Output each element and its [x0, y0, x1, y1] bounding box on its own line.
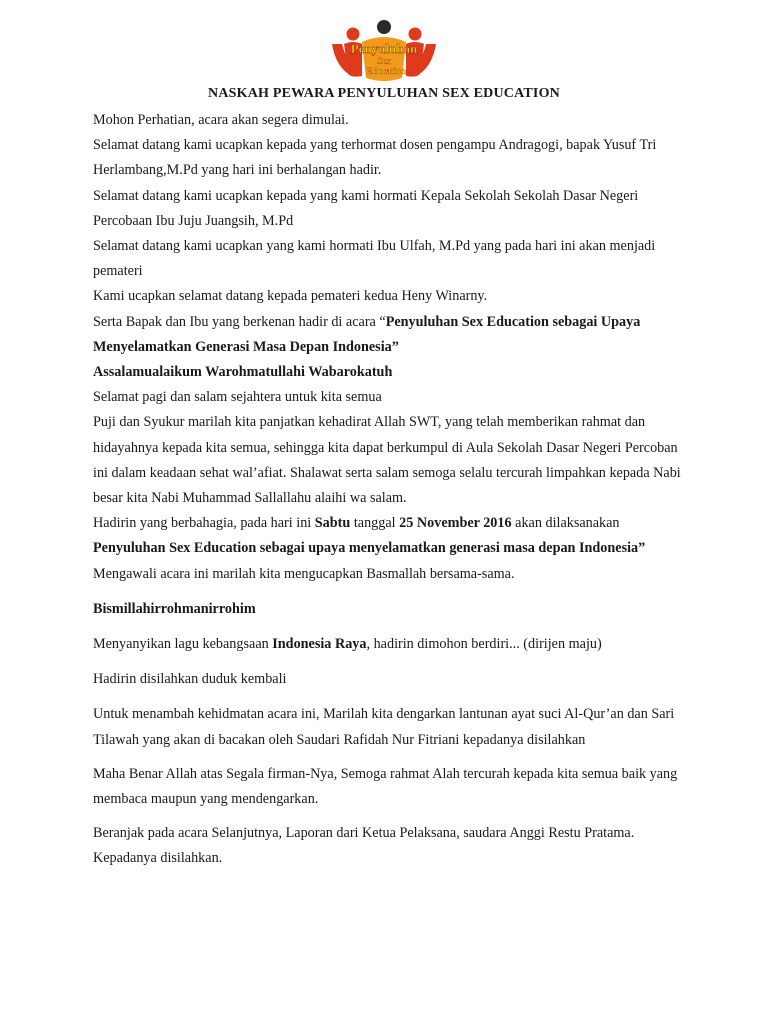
paragraph-9: Puji dan Syukur marilah kita panjatkan kehadirat Allah SWT, yang telah memberikan rahmat dan hidayahnya kepada kita semua, sehingga kita dapat berkumpul di Aula Sekolah Dasar Negeri Percoban ini dalam keadaan sehat wal’afiat. Shalawat serta salam semoga selalu tercurah limpahkan kepada Nabi besar kita Nabi Muhammad Sallallahu alaihi wa salam. — [93, 414, 681, 507]
logo-text-1: Penyuluhan — [350, 41, 418, 56]
logo-text-2: Sex — [377, 56, 391, 66]
greeting-salam-text: Assalamualaikum Warohmatullahi Wabarokatuh — [93, 364, 393, 381]
p10-text-a: Hadirin yang berbahagia, pada hari ini — [93, 515, 315, 532]
paragraph-18: Beranjak pada acara Selanjutnya, Laporan dari Ketua Pelaksana, saudara Anggi Restu Pratama. Kepadanya disilahkan. — [93, 825, 635, 867]
paragraph-5: Kami ucapkan selamat datang kepada pemateri kedua Heny Winarny. — [93, 288, 488, 305]
paragraph-3: Selamat datang kami ucapkan kepada yang kami hormati Kepala Sekolah Sekolah Dasar Negeri Percobaan Ibu Juju Juangsih, M.Pd — [93, 187, 639, 229]
logo-people-icon — [328, 18, 440, 84]
paragraph-6-text: Serta Bapak dan Ibu yang berkenan hadir di acara “ — [93, 313, 386, 330]
basmallah-text: Bismillahirrohmanirrohim — [93, 600, 256, 617]
basmallah — [93, 597, 693, 622]
paragraph-12: Mengawali acara ini marilah kita mengucapkan Basmallah bersama-sama. — [93, 565, 515, 582]
paragraph-17: Maha Benar Allah atas Segala firman-Nya, Semoga rahmat Alah tercurah kepada kita semua baik yang membaca maupun yang mendengarkan. — [93, 765, 678, 808]
paragraph-8: Selamat pagi dan salam sejahtera untuk kita semua — [93, 389, 382, 406]
day-bold: Sabtu — [314, 515, 351, 532]
greeting-salam — [93, 360, 693, 385]
paragraph-2: Selamat datang kami ucapkan kepada yang terhormat dosen pengampu Andragogi, bapak Yusuf Tri Herlambang,M.Pd yang hari ini berhalangan hadir. — [93, 137, 657, 179]
paragraph-6 — [93, 310, 693, 360]
date-bold: 25 November 2016 — [399, 515, 512, 532]
event-title-bold: Penyuluhan Sex Education sebagai Upaya Menyelamatkan Generasi Masa Depan Indonesia” — [93, 313, 641, 355]
paragraph-10 — [93, 511, 693, 536]
paragraph-11 — [93, 536, 693, 561]
anthem-bold: Indonesia Raya — [272, 636, 367, 653]
document-title: NASKAH PEWARA PENYULUHAN SEX EDUCATION — [208, 86, 560, 101]
p10-text-c: tanggal — [350, 515, 400, 532]
event-title-bold-2: Penyuluhan Sex Education sebagai upaya menyelamatkan generasi masa depan Indonesia” — [93, 540, 646, 557]
p14-text-a: Menyanyikan lagu kebangsaan — [93, 636, 273, 653]
paragraph-14 — [93, 632, 693, 657]
paragraph-1: Mohon Perhatian, acara akan segera dimulai. — [93, 112, 349, 128]
document-body — [93, 108, 693, 872]
paragraph-4: Selamat datang kami ucapkan yang kami hormati Ibu Ulfah, M.Pd yang pada hari ini akan menjadi pemateri — [93, 238, 656, 280]
p10-text-e: akan dilaksanakan — [511, 515, 620, 532]
p14-text-c: , hadirin dimohon berdiri... (dirijen maju) — [366, 636, 602, 653]
logo-text-3: Education — [366, 66, 406, 76]
paragraph-15: Hadirin disilahkan duduk kembali — [93, 671, 287, 688]
paragraph-16: Untuk menambah kehidmatan acara ini, Marilah kita dengarkan lantunan ayat suci Al-Qur’an dan Sari Tilawah yang akan di bacakan oleh Saudari Rafidah Nur Fitriani kepadanya disilahkan — [93, 706, 675, 748]
penyuluhan-logo — [328, 18, 440, 84]
